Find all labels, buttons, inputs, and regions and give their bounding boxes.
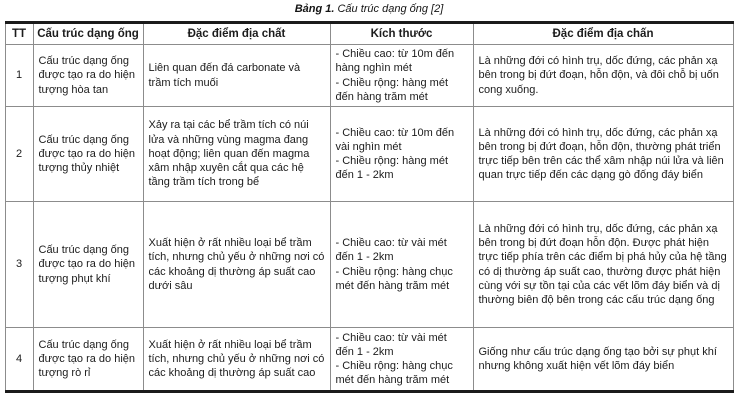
cell-row-number: 3	[5, 202, 33, 328]
header-cell-geology: Đặc điểm địa chất	[143, 23, 330, 45]
size-height-line: - Chiều cao: từ 10m đến vài nghìn mét	[335, 126, 455, 153]
cell-structure: Cấu trúc dạng ống được tạo ra do hiện tượng hòa tan	[33, 45, 143, 107]
table-row	[5, 328, 733, 392]
table-caption	[0, 0, 738, 15]
cell-structure: Cấu trúc dạng ống được tạo ra do hiện tượng phụt khí	[33, 202, 143, 328]
cell-seismic: Là những đới có hình trụ, dốc đứng, các phản xạ bên trong bị đứt đoạn hỗn độn. Được phát hiện trực tiếp phía trên các điểm bị phá hủy của hệ tầng có dị thường áp suất cao, thường được phát hiện cùng với sự tồn tại của các vết lõm đáy biển và dị thường biên độ bên trong các cấu trúc dạng ống	[473, 202, 733, 328]
cell-seismic: Giống như cấu trúc dạng ống tạo bởi sự phụt khí nhưng không xuất hiện vết lõm đáy biển	[473, 328, 733, 392]
cell-size	[330, 328, 473, 392]
header-row	[5, 23, 733, 45]
header-cell-seismic: Đặc điểm địa chấn	[473, 23, 733, 45]
cell-geology: Xuất hiện ở rất nhiều loại bể trầm tích, nhưng chủ yếu ở những nơi có các khoảng dị thường áp suất cao	[143, 328, 330, 392]
header-cell-tt: TT	[5, 23, 33, 45]
cell-structure: Cấu trúc dạng ống được tạo ra do hiện tượng rò rỉ	[33, 328, 143, 392]
size-width-line: - Chiều rộng: hàng chục mét đến hàng trăm mét	[335, 265, 453, 292]
table-row	[5, 107, 733, 202]
size-width-line: - Chiều rộng: hàng chục mét đến hàng trăm mét	[335, 360, 453, 387]
cell-size	[330, 202, 473, 328]
cell-size	[330, 45, 473, 107]
header-cell-structure: Cấu trúc dạng ống	[33, 23, 143, 45]
header-cell-size: Kích thước	[330, 23, 473, 45]
cell-structure: Cấu trúc dạng ống được tạo ra do hiện tượng thủy nhiệt	[33, 107, 143, 202]
cell-geology: Xảy ra tại các bể trầm tích có núi lửa và những vùng magma đang hoạt động; liên quan đến magma xâm nhập xuyên cắt qua các hệ tầng trầm tích trong bể	[143, 107, 330, 202]
pipe-structure-table	[5, 21, 734, 393]
size-width-line: - Chiều rộng: hàng mét đến hàng trăm mét	[335, 76, 449, 103]
cell-row-number: 4	[5, 328, 33, 392]
cell-seismic: Là những đới có hình trụ, dốc đứng, các phản xạ bên trong bị đứt đoạn, hỗn độn, và đôi chỗ bị uốn cong xuống.	[473, 45, 733, 107]
cell-row-number: 2	[5, 107, 33, 202]
table-caption-text: Cấu trúc dạng ống [2]	[337, 3, 444, 15]
cell-size	[330, 107, 473, 202]
size-height-line: - Chiều cao: từ 10m đến hàng nghìn mét	[335, 48, 455, 75]
table-row	[5, 202, 733, 328]
cell-geology: Xuất hiện ở rất nhiều loại bể trầm tích, nhưng chủ yếu ở những nơi có các khoảng dị thường áp suất cao dưới sâu	[143, 202, 330, 328]
size-width-line: - Chiều rộng: hàng mét đến 1 - 2km	[335, 155, 449, 182]
size-height-line: - Chiều cao: từ vài mét đến 1 - 2km	[335, 237, 447, 264]
size-height-line: - Chiều cao: từ vài mét đến 1 - 2km	[335, 331, 447, 358]
table-caption-number: Bảng 1.	[294, 3, 335, 15]
cell-geology: Liên quan đến đá carbonate và trầm tích muối	[143, 45, 330, 107]
table-row	[5, 45, 733, 107]
cell-seismic: Là những đới có hình trụ, dốc đứng, các phản xạ bên trong bị đứt đoạn, hỗn độn, thường phát triển trực tiếp bên trên các thể xâm nhập núi lửa và liên quan trực tiếp đến các dạng gò đống đáy biển	[473, 107, 733, 202]
cell-row-number: 1	[5, 45, 33, 107]
